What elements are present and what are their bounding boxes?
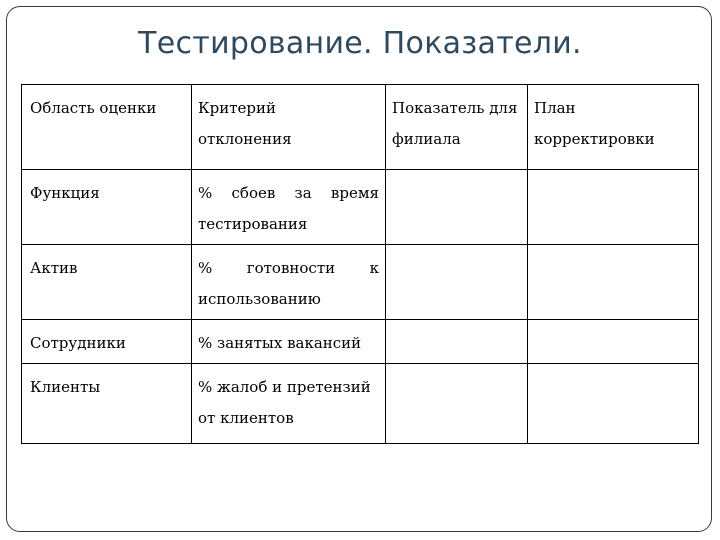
slide-title: Тестирование. Показатели. (138, 26, 582, 61)
plan-cell[interactable] (528, 320, 699, 364)
indicator-cell[interactable] (386, 170, 528, 245)
header-indicator-cell (386, 85, 528, 170)
area-label: Функция (30, 184, 100, 202)
plan-cell[interactable] (528, 245, 699, 320)
criterion-line1: % занятых вакансий (198, 334, 362, 352)
area-cell (22, 364, 192, 444)
area-cell (22, 320, 192, 364)
table-row (22, 170, 699, 245)
header-criterion-cell (192, 85, 386, 170)
criterion-cell (192, 364, 386, 444)
area-label: Клиенты (30, 378, 101, 396)
header-indicator-line1: Показатель для (392, 99, 518, 117)
area-label: Актив (30, 259, 78, 277)
table-row (22, 320, 699, 364)
area-label: Сотрудники (30, 334, 126, 352)
criterion-line1: % сбоев за время (198, 184, 379, 202)
area-cell (22, 170, 192, 245)
criterion-cell (192, 245, 386, 320)
indicator-cell[interactable] (386, 320, 528, 364)
indicator-cell[interactable] (386, 364, 528, 444)
criterion-cell (192, 320, 386, 364)
table-row (22, 364, 699, 444)
table-header-row (22, 85, 699, 170)
header-area-label: Область оценки (30, 99, 157, 117)
header-plan-cell (528, 85, 699, 170)
plan-cell[interactable] (528, 364, 699, 444)
criterion-cell (192, 170, 386, 245)
plan-cell[interactable] (528, 170, 699, 245)
criterion-line1: % жалоб и претензий (198, 378, 371, 396)
criterion-line2: использованию (198, 290, 321, 308)
header-area-cell (22, 85, 192, 170)
criterion-line2: тестирования (198, 215, 308, 233)
area-cell (22, 245, 192, 320)
header-criterion-line1: Критерий (198, 99, 276, 117)
table-row (22, 245, 699, 320)
header-indicator-line2: филиала (392, 130, 461, 148)
header-plan-line2: корректировки (534, 130, 655, 148)
criterion-line1: % готовности к (198, 259, 379, 277)
header-plan-line1: План (534, 99, 576, 117)
header-criterion-line2: отклонения (198, 130, 292, 148)
criterion-line2: от клиентов (198, 409, 294, 427)
indicator-cell[interactable] (386, 245, 528, 320)
metrics-table (21, 84, 699, 444)
